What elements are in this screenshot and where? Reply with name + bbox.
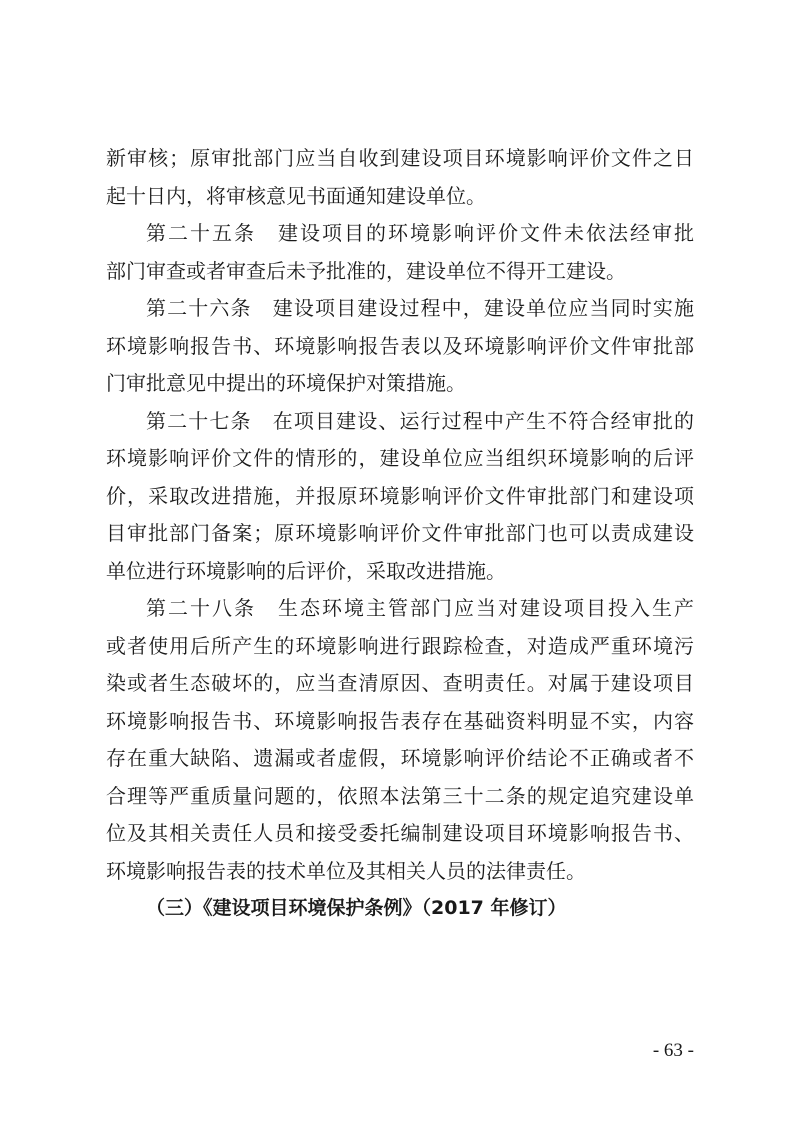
- text-line: 门审批意见中提出的环境保护对策措施。: [106, 371, 466, 395]
- text-line: 染或者生态破坏的，应当查清原因、查明责任。对属于建设项目: [106, 671, 694, 695]
- article-25-heading: 第二十五条 建设项目的环境影响评价文件未依法经审批: [146, 221, 694, 245]
- text-line: 起十日内，将审核意见书面通知建设单位。: [106, 183, 486, 208]
- text-line: 新审核；原审批部门应当自收到建设项目环境影响评价文件之日: [106, 146, 694, 170]
- text-line: 部门审查或者审查后未予批准的，建设单位不得开工建设。: [106, 258, 626, 283]
- article-27-heading: 第二十七条 在项目建设、运行过程中产生不符合经审批的: [146, 408, 694, 433]
- text-line: 环境影响报告书、环境影响报告表以及环境影响评价文件审批部: [106, 333, 694, 358]
- body-text: [106, 140, 694, 928]
- text-line: 环境影响评价文件的情形的，建设单位应当组织环境影响的后评: [106, 446, 694, 470]
- section-heading: （三）《建设项目环境保护条例》（2017 年修订）: [146, 897, 567, 919]
- text-line: 合理等严重质量问题的，依照本法第三十二条的规定追究建设单: [106, 783, 694, 808]
- text-line: 位及其相关责任人员和接受委托编制建设项目环境影响报告书、: [106, 821, 694, 845]
- text-line: 环境影响报告书、环境影响报告表存在基础资料明显不实，内容: [106, 708, 694, 733]
- text-line: 存在重大缺陷、遗漏或者虚假，环境影响评价结论不正确或者不: [106, 746, 694, 770]
- article-26-heading: 第二十六条 建设项目建设过程中，建设单位应当同时实施: [146, 296, 694, 320]
- page-number: - 63 -: [652, 1040, 694, 1061]
- text-line: 环境影响报告表的技术单位及其相关人员的法律责任。: [106, 858, 586, 883]
- text-line: 价，采取改进措施，并报原环境影响评价文件审批部门和建设项: [106, 483, 694, 508]
- text-line: 目审批部门备案；原环境影响评价文件审批部门也可以责成建设: [106, 521, 694, 545]
- text-line: 单位进行环境影响的后评价，采取改进措施。: [106, 558, 506, 583]
- text-line: 或者使用后所产生的环境影响进行跟踪检查，对造成严重环境污: [106, 633, 694, 658]
- article-28-heading: 第二十八条 生态环境主管部门应当对建设项目投入生产: [146, 596, 694, 620]
